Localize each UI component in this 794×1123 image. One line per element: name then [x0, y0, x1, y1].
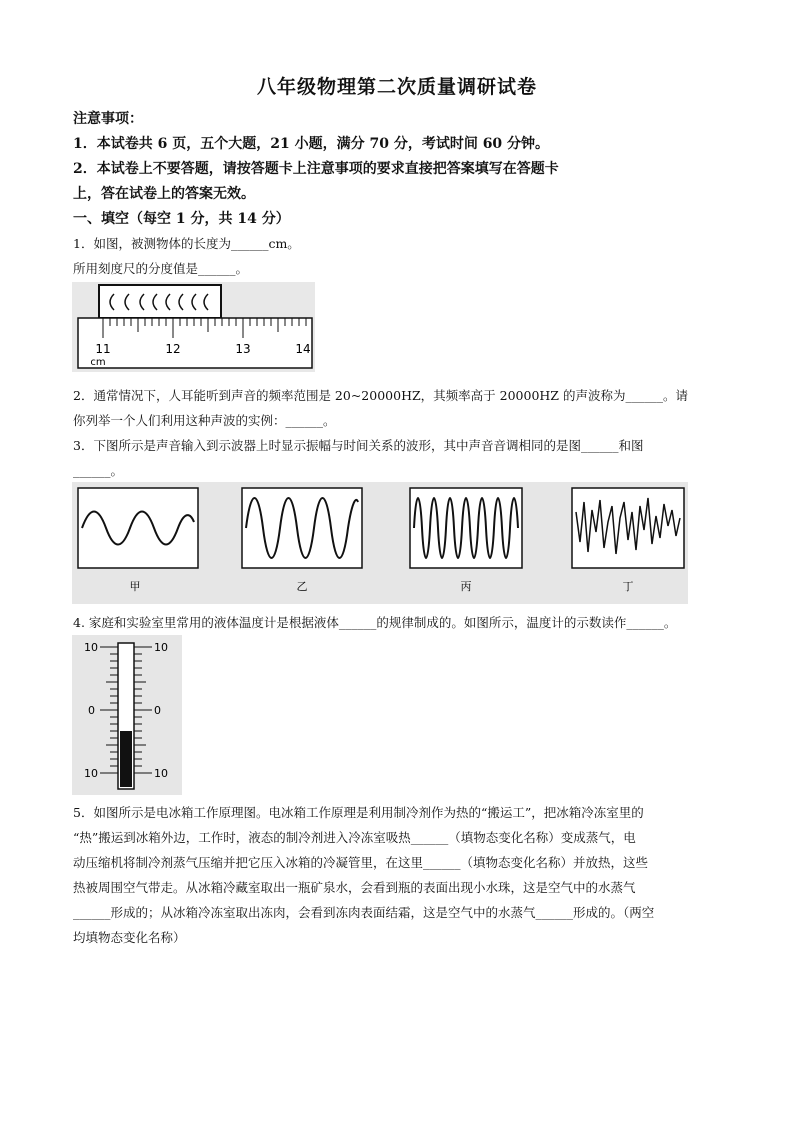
scale-left-middle-0: 0: [88, 704, 95, 717]
question-2-line-1: 2．通常情况下，人耳能听到声音的频率范围是 20~20000HZ，其频率高于 20000HZ 的声波称为______。请: [73, 388, 688, 403]
question-5-line-2: “热”搬运到冰箱外边，工作时，液态的制冷剂进入冷冻室吸热______（填物态变化名称）变成蒸气，电: [73, 830, 636, 845]
waveform-label-jia: 甲: [129, 580, 141, 593]
ruler-unit: cm: [90, 357, 106, 368]
question-5-line-3: 动压缩机将制冷剂蒸气压缩并把它压入冰箱的冷凝管里，在这里______（填物态变化名称）并放热，这些: [73, 855, 649, 870]
ruler-body: [78, 318, 312, 368]
question-3-line-2: ______。: [73, 463, 124, 478]
scale-right-top-10: 10: [154, 641, 168, 654]
waveform-label-yi: 乙: [296, 580, 308, 593]
ruler-label-12: 12: [165, 342, 181, 356]
measured-object: [99, 285, 221, 318]
question-5-line-6: 均填物态变化名称）: [73, 930, 186, 945]
ruler-label-14: 14: [295, 342, 311, 356]
question-2-line-2: 你列举一个人们利用这种声波的实例：______。: [73, 413, 336, 428]
scale-left-top-10: 10: [84, 641, 98, 654]
ruler-label-13: 13: [235, 342, 251, 356]
question-5-line-5: ______形成的；从冰箱冷冻室取出冻肉，会看到冻肉表面结霜，这是空气中的水蒸气______形成的。（两空: [73, 905, 655, 920]
notice-item-2-line-1: 2．本试卷上不要答题，请按答题卡上注意事项的要求直接把答案填写在答题卡: [73, 161, 559, 177]
thermometer-liquid-column: [120, 731, 132, 787]
question-5-line-4: 热被周围空气带走。从冰箱冷藏室取出一瓶矿泉水，会看到瓶的表面出现小水珠，这是空气中的水蒸气: [73, 880, 636, 895]
question-4-line-1: 4. 家庭和实验室里常用的液体温度计是根据液体______的规律制成的。如图所示，温度计的示数读作______。: [73, 615, 677, 630]
section-1-heading: 一、填空（每空 1 分，共 14 分）: [73, 211, 290, 227]
scale-right-bottom-10: 10: [154, 767, 168, 780]
scale-right-middle-0: 0: [154, 704, 161, 717]
ruler-figure: [72, 282, 315, 372]
waveform-panel-jia: [78, 488, 198, 568]
notice-item-2-line-2: 上，答在试卷上的答案无效。: [73, 186, 255, 202]
question-5-line-1: 5．如图所示是电冰箱工作原理图。电冰箱工作原理是利用制冷剂作为热的“搬运工”，把冰箱冷冻室里的: [73, 805, 644, 820]
waveform-panel-ding: [572, 488, 684, 568]
notice-heading: 注意事项：: [73, 111, 143, 127]
scale-left-bottom-10: 10: [84, 767, 98, 780]
question-3-line-1: 3．下图所示是声音输入到示波器上时显示振幅与时间关系的波形，其中声音音调相同的是图______和图: [73, 438, 644, 453]
question-1-line-1: 1．如图，被测物体的长度为______cm。: [73, 236, 300, 251]
waveform-panel-yi: [242, 488, 362, 568]
ruler-label-11: 11: [95, 342, 111, 356]
notice-item-1: 1．本试卷共 6 页，五个大题，21 小题，满分 70 分，考试时间 60 分钟。: [73, 136, 550, 152]
thermometer-figure: [72, 635, 182, 795]
waveform-figure: [72, 482, 688, 604]
page-title: 八年级物理第二次质量调研试卷: [256, 76, 537, 98]
waveform-label-bing: 丙: [460, 580, 472, 593]
waveform-label-ding: 丁: [622, 580, 634, 593]
question-1-line-2: 所用刻度尺的分度值是______。: [73, 261, 249, 276]
